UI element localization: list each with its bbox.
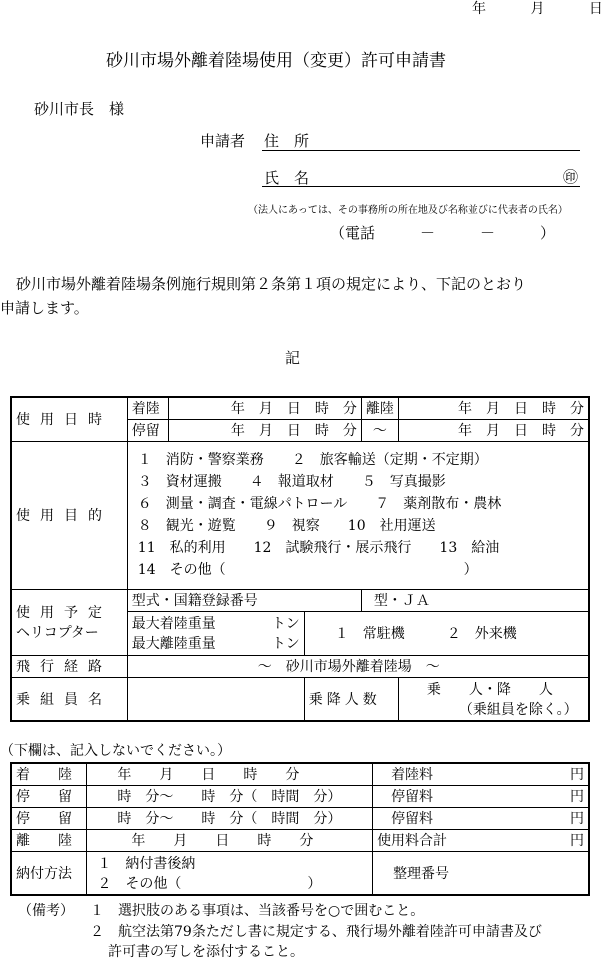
ki-heading: 記 <box>285 349 301 367</box>
office-fee-cell[interactable] <box>373 763 589 785</box>
yen-unit: 円 <box>570 811 584 827</box>
office-row-value[interactable]: 時 分～ 時 分（ 時間 分） <box>87 807 373 829</box>
yen-unit: 円 <box>570 767 584 784</box>
yen-unit: 円 <box>570 833 584 849</box>
remarks-item-2-line-2: 許可書の写しを添付すること。 <box>108 944 304 960</box>
max-land-weight: 最大着陸重量 トン <box>131 616 300 632</box>
stay-tilde: ～ <box>361 419 398 441</box>
purpose-line: 11 私的利用 12 試験飛行・展示飛行 13 給油 <box>137 540 500 556</box>
model-label: 型式・国籍登録番号 <box>127 589 361 611</box>
remarks-item-1: １ 選択肢のある事項は、当該番号を○で囲むこと。 <box>90 903 425 919</box>
stay-end-datetime[interactable]: 年 月 日 時 分 <box>398 419 589 441</box>
address-line[interactable] <box>262 150 580 151</box>
office-row-label: 停 留 <box>11 807 87 829</box>
page-title: 砂川市場外離着陸場使用（変更）許可申請書 <box>106 51 446 71</box>
crew-label: 乗組員名 <box>11 677 127 721</box>
office-use-notice: （下欄は、記入しないでください。） <box>0 743 231 759</box>
applicant-label: 申請者 <box>200 132 246 150</box>
office-row-value[interactable]: 年 月 日 時 分 <box>87 829 373 851</box>
ref-number-cell[interactable] <box>373 851 589 895</box>
fee-label: 停留料 <box>391 811 434 827</box>
landing-label: 着陸 <box>127 397 169 419</box>
stay-label: 停留 <box>127 419 169 441</box>
passengers-cell[interactable] <box>398 677 589 721</box>
payment-option-1: １ 納付書後納 <box>97 855 196 872</box>
ref-number-label: 整理番号 <box>393 865 450 882</box>
office-row-label: 停 留 <box>11 785 87 807</box>
payment-option-2: ２ その他（ ） <box>97 875 322 892</box>
purpose-line: ８ 観光・遊覧 ９ 視察 10 社用運送 <box>137 518 436 534</box>
route-value[interactable]: ～ 砂川市場外離着陸場 ～ <box>127 655 589 677</box>
model-value[interactable] <box>361 589 589 611</box>
route-label: 飛行経路 <box>11 655 127 677</box>
based-options[interactable]: １ 常駐機 ２ 外来機 <box>304 611 589 655</box>
passengers-label: 乗降人数 <box>304 677 398 721</box>
date-day: 日 <box>588 1 603 17</box>
paragraph-line-2: 申請します。 <box>0 299 89 317</box>
office-row-label: 着 陸 <box>11 763 87 785</box>
fee-label: 停留料 <box>391 789 434 805</box>
purpose-line: ３ 資材運搬 ４ 報道取材 ５ 写真撮影 <box>137 474 446 490</box>
seal-mark: ㊞ <box>563 168 579 186</box>
heli-label <box>11 589 127 655</box>
office-fee-cell[interactable] <box>373 829 589 851</box>
office-row-value[interactable]: 年 月 日 時 分 <box>87 763 373 785</box>
landing-datetime[interactable]: 年 月 日 時 分 <box>169 397 361 419</box>
payment-options[interactable] <box>87 851 373 895</box>
office-fee-cell[interactable] <box>373 807 589 829</box>
max-takeoff-weight: 最大離陸重量 トン <box>131 636 300 652</box>
corporate-note: （法人にあっては、その事務所の所在地及び名称並びに代表者の氏名） <box>248 205 568 216</box>
purpose-label: 使用目的 <box>11 441 127 589</box>
office-table <box>10 762 590 896</box>
date-month: 月 <box>530 1 545 17</box>
fee-label: 着陸料 <box>391 767 434 784</box>
purpose-options[interactable] <box>127 441 589 589</box>
purpose-line: ６ 測量・調査・電線パトロール ７ 薬剤散布・農林 <box>137 496 502 512</box>
yen-unit: 円 <box>570 789 584 805</box>
phone-line: （電話 － － ） <box>330 224 556 242</box>
usage-datetime-label: 使用日時 <box>11 397 127 441</box>
takeoff-label: 離陸 <box>361 397 398 419</box>
remarks-item-2-line-1: ２ 航空法第79条ただし書に規定する、飛行場外離着陸許可申請書及び <box>90 924 542 940</box>
crew-value[interactable] <box>127 677 304 721</box>
heli-label-line-2: ヘリコプター <box>16 625 99 641</box>
office-row-value[interactable]: 時 分～ 時 分（ 時間 分） <box>87 785 373 807</box>
purpose-line: 14 その他（ ） <box>137 562 478 578</box>
passengers-note: （乗組員を除く。） <box>458 701 578 718</box>
payment-label: 納付方法 <box>11 851 87 895</box>
heli-label-line-1: 使用予定 <box>16 605 112 621</box>
takeoff-datetime[interactable]: 年 月 日 時 分 <box>398 397 589 419</box>
date-year: 年 <box>472 1 486 17</box>
passengers-value: 乗 人・降 人 <box>426 681 553 698</box>
paragraph-line-1: 砂川市場外離着陸場条例施行規則第２条第１項の規定により、下記のとおり <box>16 275 527 293</box>
application-table <box>10 396 590 722</box>
fee-label: 使用料合計 <box>377 833 448 849</box>
remarks-label: （備考） <box>18 903 74 919</box>
address-label: 住 所 <box>264 132 310 150</box>
date-line <box>472 0 603 18</box>
model-value-text: 型・ＪＡ <box>373 593 430 609</box>
office-fee-cell[interactable] <box>373 785 589 807</box>
purpose-line: １ 消防・警察業務 ２ 旅客輸送（定期・不定期） <box>137 452 488 468</box>
name-label: 氏 名 <box>264 169 310 187</box>
office-row-label: 離 陸 <box>11 829 87 851</box>
weight-cell[interactable] <box>127 611 304 655</box>
name-line[interactable] <box>262 186 580 187</box>
addressee: 砂川市長 様 <box>34 100 125 118</box>
stay-start-datetime[interactable]: 年 月 日 時 分 <box>169 419 361 441</box>
